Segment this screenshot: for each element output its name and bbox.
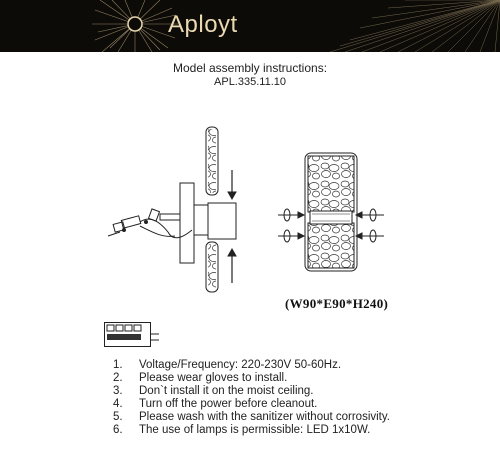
assembly-diagram — [0, 100, 500, 295]
instructions-list — [113, 359, 390, 437]
rotate-left-bottom-icon — [278, 230, 304, 242]
rotate-right-top-icon — [356, 209, 384, 221]
switch-block-icon — [104, 322, 160, 348]
front-view — [278, 153, 384, 271]
header-banner — [0, 0, 500, 52]
rotate-left-top-icon — [278, 209, 304, 221]
sunburst-rays-decoration — [0, 0, 500, 52]
canopy — [208, 203, 236, 239]
sunburst-icon — [128, 17, 142, 31]
rotate-right-bottom-icon — [356, 230, 384, 242]
instruction-item: 5. Please wash with the sanitizer without corrosivity. — [113, 411, 390, 423]
document-title: Model assembly instructions: — [172, 61, 328, 75]
instruction-item: 4. Turn off the power before cleanout. — [113, 398, 318, 410]
wall-bracket — [180, 183, 194, 263]
instruction-item: 1. Voltage/Frequency: 220-230V 50-60Hz. — [113, 359, 342, 371]
instruction-item: 3. Don`t install it on the moist ceiling. — [113, 385, 314, 397]
brand-logo-text: Aployt — [168, 11, 238, 38]
instruction-item: 2. Please wear gloves to install. — [113, 372, 288, 384]
arrow-up-icon — [228, 249, 236, 256]
model-code: APL.335.11.10 — [214, 76, 286, 88]
arrow-down-icon — [228, 192, 236, 199]
dimensions-label: (W90*E90*H240) — [285, 296, 389, 311]
instruction-item: 6. The use of lamps is permissible: LED 1x10W. — [113, 424, 371, 436]
exploded-view — [108, 127, 236, 292]
